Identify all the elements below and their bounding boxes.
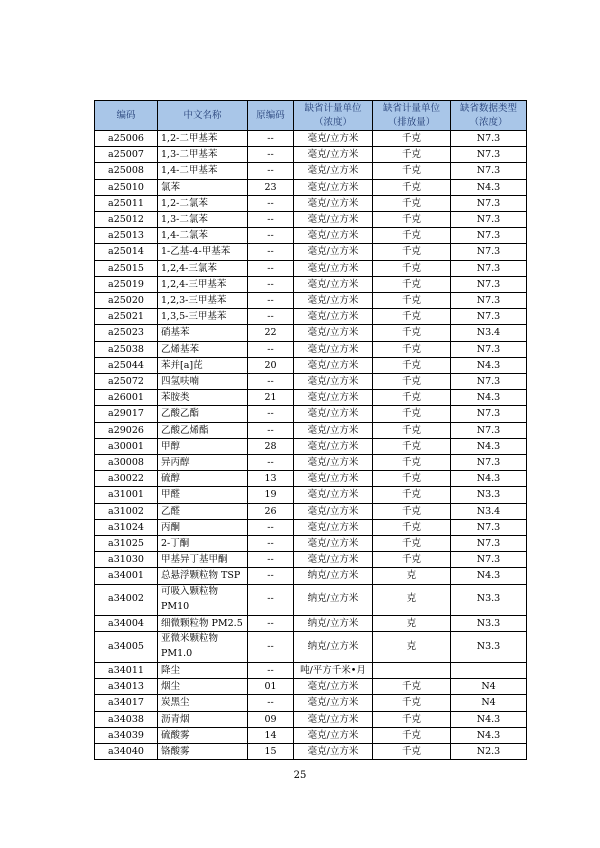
cell-name: 1,3-二氯苯 <box>158 212 248 228</box>
cell-orig-code: 28 <box>248 438 294 454</box>
table-row <box>95 503 527 519</box>
cell-code: a34001 <box>95 568 158 584</box>
cell-name: 1,2,4-三氯苯 <box>158 260 248 276</box>
cell-unit-concentration: 毫克/立方米 <box>294 179 373 195</box>
table-row <box>95 438 527 454</box>
cell-orig-code: 09 <box>248 711 294 727</box>
cell-unit-emission: 千克 <box>373 147 451 163</box>
header-name: 中文名称 <box>158 101 248 131</box>
cell-name: 乙烯基苯 <box>158 341 248 357</box>
cell-orig-code: -- <box>248 228 294 244</box>
cell-orig-code: -- <box>248 662 294 678</box>
cell-name: 炭黑尘 <box>158 695 248 711</box>
table-row <box>95 422 527 438</box>
cell-data-type <box>451 662 527 678</box>
cell-name: 甲醛 <box>158 487 248 503</box>
cell-unit-concentration: 纳克/立方米 <box>294 584 373 615</box>
header-unit-emit-line1: 缺省计量单位 <box>382 102 440 114</box>
cell-name: 沥青烟 <box>158 711 248 727</box>
cell-unit-emission: 克 <box>373 615 451 631</box>
cell-name: 乙醛 <box>158 503 248 519</box>
cell-data-type: N4.3 <box>451 568 527 584</box>
cell-data-type: N7.3 <box>451 309 527 325</box>
cell-orig-code: -- <box>248 309 294 325</box>
cell-name: 1,4-二甲基苯 <box>158 163 248 179</box>
cell-unit-concentration: 毫克/立方米 <box>294 293 373 309</box>
cell-name: 甲基异丁基甲酮 <box>158 552 248 568</box>
cell-unit-concentration: 毫克/立方米 <box>294 695 373 711</box>
table-row <box>95 163 527 179</box>
cell-orig-code: -- <box>248 552 294 568</box>
table-row <box>95 293 527 309</box>
cell-unit-concentration: 毫克/立方米 <box>294 212 373 228</box>
cell-code: a25014 <box>95 244 158 260</box>
cell-code: a34039 <box>95 727 158 743</box>
cell-code: a30008 <box>95 455 158 471</box>
table-row <box>95 662 527 678</box>
cell-orig-code: 26 <box>248 503 294 519</box>
table-row <box>95 260 527 276</box>
cell-unit-emission <box>373 662 451 678</box>
cell-unit-concentration: 毫克/立方米 <box>294 552 373 568</box>
cell-unit-emission: 千克 <box>373 487 451 503</box>
cell-code: a25044 <box>95 357 158 373</box>
cell-name: 2-丁酮 <box>158 536 248 552</box>
header-unit-emit-line2: （排放量） <box>387 116 436 128</box>
cell-orig-code: -- <box>248 631 294 662</box>
cell-name: 硫醇 <box>158 471 248 487</box>
cell-orig-code: 14 <box>248 727 294 743</box>
cell-orig-code: -- <box>248 374 294 390</box>
cell-name: 降尘 <box>158 662 248 678</box>
cell-code: a25072 <box>95 374 158 390</box>
cell-unit-concentration: 毫克/立方米 <box>294 341 373 357</box>
cell-orig-code: -- <box>248 260 294 276</box>
cell-code: a25020 <box>95 293 158 309</box>
cell-data-type: N3.3 <box>451 615 527 631</box>
cell-unit-emission: 千克 <box>373 374 451 390</box>
table-row <box>95 584 527 615</box>
cell-unit-emission: 千克 <box>373 276 451 292</box>
cell-code: a34013 <box>95 679 158 695</box>
table-row <box>95 695 527 711</box>
cell-code: a25012 <box>95 212 158 228</box>
cell-unit-concentration: 毫克/立方米 <box>294 711 373 727</box>
cell-name: 氯苯 <box>158 179 248 195</box>
cell-data-type: N7.3 <box>451 374 527 390</box>
header-code: 编码 <box>95 101 158 131</box>
cell-code: a25013 <box>95 228 158 244</box>
cell-orig-code: -- <box>248 212 294 228</box>
table-row <box>95 552 527 568</box>
cell-data-type: N7.3 <box>451 519 527 535</box>
cell-unit-concentration: 毫克/立方米 <box>294 487 373 503</box>
cell-name: 铬酸雾 <box>158 743 248 759</box>
cell-unit-concentration: 毫克/立方米 <box>294 406 373 422</box>
cell-code: a25019 <box>95 276 158 292</box>
cell-name: 细微颗粒物 PM2.5 <box>158 615 248 631</box>
cell-code: a25010 <box>95 179 158 195</box>
cell-unit-emission: 千克 <box>373 325 451 341</box>
header-unit-conc <box>294 101 373 131</box>
table-header <box>95 101 527 131</box>
cell-unit-concentration: 毫克/立方米 <box>294 438 373 454</box>
cell-orig-code: -- <box>248 615 294 631</box>
cell-data-type: N7.3 <box>451 536 527 552</box>
cell-unit-concentration: 毫克/立方米 <box>294 276 373 292</box>
cell-unit-emission: 克 <box>373 568 451 584</box>
cell-data-type: N7.3 <box>451 341 527 357</box>
header-unit-conc-line1: 缺省计量单位 <box>304 102 362 114</box>
cell-name: 1,4-二氯苯 <box>158 228 248 244</box>
cell-name: 烟尘 <box>158 679 248 695</box>
cell-data-type: N3.3 <box>451 487 527 503</box>
cell-name: 甲醇 <box>158 438 248 454</box>
cell-orig-code: -- <box>248 519 294 535</box>
cell-unit-concentration: 毫克/立方米 <box>294 743 373 759</box>
cell-data-type: N7.3 <box>451 422 527 438</box>
cell-unit-concentration: 毫克/立方米 <box>294 244 373 260</box>
cell-code: a34011 <box>95 662 158 678</box>
cell-name: 1,2,3-三甲基苯 <box>158 293 248 309</box>
cell-unit-emission: 千克 <box>373 179 451 195</box>
cell-orig-code: -- <box>248 568 294 584</box>
cell-orig-code: 01 <box>248 679 294 695</box>
table-row <box>95 244 527 260</box>
cell-name: 1,3-二甲基苯 <box>158 147 248 163</box>
table-row <box>95 711 527 727</box>
cell-data-type: N4 <box>451 679 527 695</box>
cell-orig-code: -- <box>248 147 294 163</box>
cell-unit-emission: 千克 <box>373 309 451 325</box>
cell-name: 亚微米颗粒物 PM1.0 <box>158 631 248 662</box>
cell-code: a34002 <box>95 584 158 615</box>
cell-unit-concentration: 毫克/立方米 <box>294 195 373 211</box>
table-row <box>95 631 527 662</box>
cell-code: a30001 <box>95 438 158 454</box>
cell-name: 丙酮 <box>158 519 248 535</box>
cell-orig-code: 15 <box>248 743 294 759</box>
cell-orig-code: -- <box>248 131 294 147</box>
cell-unit-emission: 千克 <box>373 293 451 309</box>
table-row <box>95 325 527 341</box>
table-row <box>95 519 527 535</box>
cell-unit-emission: 千克 <box>373 357 451 373</box>
cell-data-type: N7.3 <box>451 228 527 244</box>
cell-data-type: N7.3 <box>451 455 527 471</box>
cell-orig-code: -- <box>248 195 294 211</box>
cell-data-type: N4.3 <box>451 179 527 195</box>
header-type-conc-line2: （浓度） <box>469 116 508 128</box>
cell-name: 异丙醇 <box>158 455 248 471</box>
table-row <box>95 487 527 503</box>
cell-orig-code: -- <box>248 244 294 260</box>
cell-orig-code: -- <box>248 276 294 292</box>
cell-unit-emission: 千克 <box>373 406 451 422</box>
header-unit-emit <box>373 101 451 131</box>
cell-code: a25021 <box>95 309 158 325</box>
cell-code: a31001 <box>95 487 158 503</box>
cell-unit-concentration: 毫克/立方米 <box>294 325 373 341</box>
cell-code: a25015 <box>95 260 158 276</box>
table-row <box>95 212 527 228</box>
table-row <box>95 131 527 147</box>
cell-data-type: N4.3 <box>451 438 527 454</box>
cell-unit-emission: 千克 <box>373 260 451 276</box>
cell-orig-code: -- <box>248 455 294 471</box>
cell-unit-emission: 千克 <box>373 438 451 454</box>
cell-unit-emission: 千克 <box>373 743 451 759</box>
header-type-conc <box>451 101 527 131</box>
cell-code: a25006 <box>95 131 158 147</box>
cell-orig-code: 13 <box>248 471 294 487</box>
cell-unit-emission: 千克 <box>373 695 451 711</box>
cell-data-type: N4.3 <box>451 471 527 487</box>
cell-data-type: N2.3 <box>451 743 527 759</box>
table-row <box>95 679 527 695</box>
cell-unit-emission: 千克 <box>373 228 451 244</box>
table-row <box>95 727 527 743</box>
cell-name: 1,2,4-三甲基苯 <box>158 276 248 292</box>
cell-data-type: N3.4 <box>451 325 527 341</box>
table-row <box>95 743 527 759</box>
cell-unit-concentration: 毫克/立方米 <box>294 471 373 487</box>
table-row <box>95 374 527 390</box>
cell-unit-emission: 千克 <box>373 536 451 552</box>
cell-data-type: N7.3 <box>451 147 527 163</box>
cell-code: a29017 <box>95 406 158 422</box>
cell-orig-code: -- <box>248 584 294 615</box>
table-row <box>95 615 527 631</box>
cell-data-type: N4.3 <box>451 727 527 743</box>
table-row <box>95 536 527 552</box>
cell-code: a34017 <box>95 695 158 711</box>
table-row <box>95 357 527 373</box>
table-row <box>95 406 527 422</box>
cell-data-type: N7.3 <box>451 406 527 422</box>
cell-name: 四氢呋喃 <box>158 374 248 390</box>
cell-unit-concentration: 吨/平方千米•月 <box>294 662 373 678</box>
cell-unit-concentration: 毫克/立方米 <box>294 260 373 276</box>
cell-data-type: N3.4 <box>451 503 527 519</box>
cell-unit-concentration: 毫克/立方米 <box>294 147 373 163</box>
cell-unit-concentration: 毫克/立方米 <box>294 374 373 390</box>
cell-data-type: N7.3 <box>451 260 527 276</box>
header-unit-conc-line2: （浓度） <box>313 116 352 128</box>
cell-unit-emission: 千克 <box>373 422 451 438</box>
cell-data-type: N7.3 <box>451 276 527 292</box>
cell-name: 1-乙基-4-甲基苯 <box>158 244 248 260</box>
cell-unit-emission: 克 <box>373 631 451 662</box>
cell-data-type: N7.3 <box>451 195 527 211</box>
cell-name: 1,3,5-三甲基苯 <box>158 309 248 325</box>
cell-orig-code: -- <box>248 293 294 309</box>
cell-name: 苯胺类 <box>158 390 248 406</box>
cell-unit-concentration: 毫克/立方米 <box>294 309 373 325</box>
cell-unit-concentration: 毫克/立方米 <box>294 357 373 373</box>
cell-code: a34040 <box>95 743 158 759</box>
header-orig: 原编码 <box>248 101 294 131</box>
cell-data-type: N7.3 <box>451 212 527 228</box>
cell-unit-emission: 千克 <box>373 471 451 487</box>
cell-unit-emission: 千克 <box>373 727 451 743</box>
cell-data-type: N7.3 <box>451 163 527 179</box>
cell-orig-code: -- <box>248 422 294 438</box>
cell-unit-emission: 千克 <box>373 711 451 727</box>
cell-unit-concentration: 毫克/立方米 <box>294 163 373 179</box>
cell-unit-concentration: 毫克/立方米 <box>294 455 373 471</box>
cell-code: a30022 <box>95 471 158 487</box>
cell-unit-emission: 千克 <box>373 195 451 211</box>
table-body <box>95 131 527 760</box>
table-row <box>95 276 527 292</box>
cell-unit-emission: 千克 <box>373 163 451 179</box>
cell-orig-code: -- <box>248 695 294 711</box>
cell-data-type: N4.3 <box>451 357 527 373</box>
cell-code: a25007 <box>95 147 158 163</box>
cell-data-type: N4 <box>451 695 527 711</box>
cell-orig-code: 19 <box>248 487 294 503</box>
cell-data-type: N3.3 <box>451 631 527 662</box>
cell-name: 硫酸雾 <box>158 727 248 743</box>
table-row <box>95 341 527 357</box>
cell-code: a25011 <box>95 195 158 211</box>
cell-name: 总悬浮颗粒物 TSP <box>158 568 248 584</box>
table-row <box>95 195 527 211</box>
cell-unit-emission: 千克 <box>373 519 451 535</box>
cell-unit-concentration: 毫克/立方米 <box>294 390 373 406</box>
cell-unit-emission: 千克 <box>373 212 451 228</box>
cell-code: a34038 <box>95 711 158 727</box>
cell-unit-emission: 千克 <box>373 679 451 695</box>
table-row <box>95 568 527 584</box>
cell-name: 硝基苯 <box>158 325 248 341</box>
table-row <box>95 455 527 471</box>
cell-data-type: N7.3 <box>451 293 527 309</box>
cell-orig-code: 22 <box>248 325 294 341</box>
cell-unit-concentration: 毫克/立方米 <box>294 228 373 244</box>
cell-code: a25008 <box>95 163 158 179</box>
cell-code: a34005 <box>95 631 158 662</box>
cell-name: 可吸入颗粒物 PM10 <box>158 584 248 615</box>
cell-unit-concentration: 毫克/立方米 <box>294 422 373 438</box>
cell-data-type: N7.3 <box>451 552 527 568</box>
cell-unit-emission: 千克 <box>373 390 451 406</box>
cell-unit-concentration: 毫克/立方米 <box>294 503 373 519</box>
cell-unit-concentration: 毫克/立方米 <box>294 679 373 695</box>
cell-orig-code: 23 <box>248 179 294 195</box>
cell-orig-code: -- <box>248 341 294 357</box>
cell-name: 乙酸乙酯 <box>158 406 248 422</box>
cell-unit-emission: 克 <box>373 584 451 615</box>
cell-unit-emission: 千克 <box>373 503 451 519</box>
table-row <box>95 228 527 244</box>
cell-orig-code: 21 <box>248 390 294 406</box>
cell-code: a31002 <box>95 503 158 519</box>
cell-name: 乙酸乙烯酯 <box>158 422 248 438</box>
cell-name: 1,2-二甲基苯 <box>158 131 248 147</box>
cell-unit-emission: 千克 <box>373 341 451 357</box>
cell-orig-code: -- <box>248 536 294 552</box>
cell-unit-concentration: 纳克/立方米 <box>294 568 373 584</box>
cell-unit-emission: 千克 <box>373 455 451 471</box>
cell-code: a34004 <box>95 615 158 631</box>
cell-data-type: N4.3 <box>451 390 527 406</box>
cell-unit-emission: 千克 <box>373 131 451 147</box>
cell-orig-code: -- <box>248 406 294 422</box>
pollutant-code-table <box>94 100 527 760</box>
cell-code: a25038 <box>95 341 158 357</box>
cell-code: a31025 <box>95 536 158 552</box>
header-row <box>95 101 527 131</box>
table-row <box>95 471 527 487</box>
header-type-conc-line1: 缺省数据类型 <box>459 102 517 114</box>
cell-name: 苯并[a]芘 <box>158 357 248 373</box>
table-row <box>95 147 527 163</box>
table-row <box>95 309 527 325</box>
cell-unit-emission: 千克 <box>373 552 451 568</box>
cell-unit-concentration: 纳克/立方米 <box>294 615 373 631</box>
cell-data-type: N4.3 <box>451 711 527 727</box>
cell-code: a26001 <box>95 390 158 406</box>
table-row <box>95 179 527 195</box>
cell-code: a31024 <box>95 519 158 535</box>
cell-unit-concentration: 毫克/立方米 <box>294 536 373 552</box>
cell-name: 1,2-二氯苯 <box>158 195 248 211</box>
cell-data-type: N7.3 <box>451 131 527 147</box>
cell-unit-concentration: 毫克/立方米 <box>294 519 373 535</box>
cell-unit-concentration: 毫克/立方米 <box>294 131 373 147</box>
table-row <box>95 390 527 406</box>
page-number: 25 <box>293 770 307 781</box>
cell-unit-concentration: 纳克/立方米 <box>294 631 373 662</box>
cell-data-type: N7.3 <box>451 244 527 260</box>
cell-unit-concentration: 毫克/立方米 <box>294 727 373 743</box>
cell-code: a31030 <box>95 552 158 568</box>
cell-code: a29026 <box>95 422 158 438</box>
cell-unit-emission: 千克 <box>373 244 451 260</box>
cell-data-type: N3.3 <box>451 584 527 615</box>
cell-orig-code: 20 <box>248 357 294 373</box>
cell-orig-code: -- <box>248 163 294 179</box>
cell-code: a25023 <box>95 325 158 341</box>
